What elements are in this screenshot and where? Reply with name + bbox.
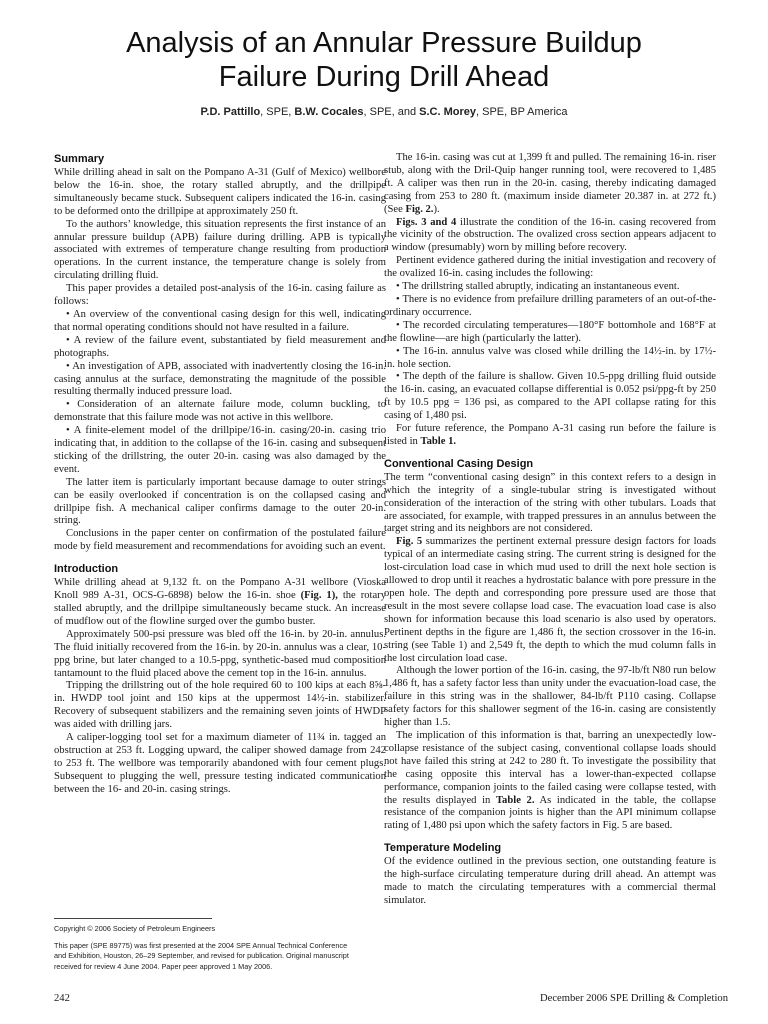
body-paragraph: Of the evidence outlined in the previous section, one outstanding feature is the high-surface circulating temperature during drill ahead. An attempt was made to match the circulating temperatures with a commercial thermal simulator. bbox=[384, 856, 716, 906]
body-paragraph: Although the lower portion of the 16-in. casing, the 97-lb/ft N80 run below 1,486 ft, has a safety factor less than unity under the evacuation-load case, the failure in this string was in the shallower, 84-lb/ft P110 casing. Collapse safety factors for this shallower segment of the 16-in. casing are consistently higher than 1.5. bbox=[384, 665, 716, 729]
summary-bullet: • An investigation of APB, associated with inadvertently closing the 16-in. casing annulus at the surface, demonstrating the magnitude of the possible resulting thermally induced pressure load. bbox=[54, 360, 386, 398]
table-reference: Table 1. bbox=[420, 435, 457, 447]
author-affiliation: , SPE, bbox=[260, 106, 295, 118]
summary-bullet: • A review of the failure event, substantiated by field measurement and photographs. bbox=[54, 334, 386, 359]
summary-bullet: • A finite-element model of the drillpipe/16-in. casing/20-in. casing trio indicating that, in addition to the collapse of the 16-in. casing and subsequent sticking of the drillstring, the outer 20-in. casing was also damaged by the event. bbox=[54, 425, 386, 475]
evidence-bullet: • The recorded circulating temperatures—180°F bottomhole and 168°F at the flowline—are high (particularly the latter). bbox=[384, 319, 716, 344]
footnotes bbox=[54, 924, 354, 979]
body-paragraph bbox=[384, 730, 716, 833]
page-number: 242 bbox=[54, 993, 70, 1004]
text-run: As indicated in the table, the collapse resistance of the companion joints is higher than the API minimum collapse rating of 1,480 psi upon which the safety factors in Fig. 5 are based. bbox=[384, 794, 716, 832]
text-run: ). bbox=[433, 203, 440, 215]
evidence-bullet: • The drillstring stalled abruptly, indicating an instantaneous event. bbox=[396, 281, 680, 293]
title-line-1: Analysis of an Annular Pressure Buildup bbox=[126, 27, 642, 59]
table-reference: Table 2. bbox=[495, 794, 535, 806]
evidence-bullet: • The depth of the failure is shallow. Given 10.5-ppg drilling fluid outside the 16-in. casing, an evacuated collapse differential is 0.052 psi/ppg-ft by 250 ft by 10.5 ppg = 136 psi, as compared to the API collapse rating for this casing of 1,480 psi. bbox=[384, 371, 716, 422]
text-run: While drilling ahead at 9,132 ft. on the Pompano A-31 wellbore (Vioska Knoll 989 A-31, OCS-G-6898) below the 16-in. shoe bbox=[54, 577, 386, 602]
body-paragraph bbox=[384, 423, 716, 449]
body-paragraph bbox=[384, 536, 716, 665]
summary-paragraph: Conclusions in the paper center on confirmation of the postulated failure mode by field measurement and recommendations for avoiding such an event. bbox=[54, 528, 386, 553]
text-run: For future reference, the Pompano A-31 casing run before the failure is listed in bbox=[384, 423, 716, 447]
text-run: The implication of this information is that, barring an unexpectedly low-collapse resistance of the subject casing, conventional collapse loads should not have failed this string at 242 to 280 ft. To investigate the possibility that the casing opposite this interval has a lower-than-expected collapse performance, companion joints to the failed casing were collapse tested, with the results displayed in bbox=[384, 729, 716, 806]
text-run: illustrate the condition of the 16-in. casing recovered from the vicinity of the obstruction. The ovalized cross section appears adjacent to a window (presumably) worn by milling before recovery. bbox=[384, 216, 716, 254]
summary-paragraph: While drilling ahead in salt on the Pompano A-31 (Gulf of Mexico) wellbore below the 16-in. shoe, the rotary stalled abruptly, and the drillpipe simultaneously became stuck. Subsequent calipers indicated the 16-in. casing to be deformed onto the drillpipe at approximately 250 ft. bbox=[54, 167, 386, 217]
left-column bbox=[54, 152, 386, 797]
body-paragraph: Pertinent evidence gathered during the initial investigation and recovery of the ovalized 16-in. casing includes the following: bbox=[384, 255, 716, 280]
author-name: P.D. Pattillo bbox=[200, 106, 261, 118]
figure-reference: Fig. 2. bbox=[405, 203, 434, 215]
journal-footer: December 2006 SPE Drilling & Completion bbox=[539, 993, 728, 1004]
body-paragraph: The term “conventional casing design” in this context refers to a design in which the integrity of a single-tubular string is investigated without consideration of the interaction of the string with other tubulars. Loads that are associated, for example, with trapped pressures in an annulus between the target string and its neighbors are not considered. bbox=[384, 471, 716, 535]
conventional-casing-design-heading: Conventional Casing Design bbox=[384, 457, 534, 470]
evidence-bullet: • The 16-in. annulus valve was closed while drilling the 14½-in. by 17½-in. hole section. bbox=[384, 345, 716, 370]
summary-bullet: • Consideration of an alternate failure mode, column buckling, to demonstrate that this failure mode was not active in this wellbore. bbox=[54, 399, 386, 424]
intro-paragraph: Tripping the drillstring out of the hole required 60 to 100 kips at each 8⅝-in. HWDP tool joint and 150 kips at the uppermost 14½-in. stabilizer. Recovery of subsequent stabilizers and the remaining seven joints of HWDP was aided with drilling jars. bbox=[54, 680, 386, 731]
introduction-heading: Introduction bbox=[54, 563, 119, 576]
figure-reference: (Fig. 1), bbox=[300, 590, 338, 602]
intro-paragraph: Approximately 500-psi pressure was bled off the 16-in. by 20-in. annulus. The fluid initially recovered from the 16-in. by 20-in. annulus was a clear, 10-ppg brine, but later changed to a 10.5-ppg, synthetic-based mud composition tantamount to the fluid placed above the cement top in the 16-in. annulus. bbox=[54, 628, 386, 679]
figure-reference: Fig. 5 bbox=[396, 536, 423, 548]
author-name: S.C. Morey bbox=[419, 106, 477, 118]
body-paragraph bbox=[384, 217, 716, 256]
figure-reference: Figs. 3 and 4 bbox=[396, 216, 457, 228]
evidence-bullet: • There is no evidence from prefailure drilling parameters of an out-of-the-ordinary occurrence. bbox=[384, 293, 716, 318]
temperature-modeling-heading: Temperature Modeling bbox=[384, 842, 502, 855]
author-affiliation: , SPE, and bbox=[363, 106, 420, 118]
footnote-divider bbox=[54, 918, 212, 919]
summary-paragraph: This paper provides a detailed post-analysis of the 16-in. casing failure as follows: bbox=[54, 283, 386, 308]
paper-title bbox=[40, 26, 728, 94]
copyright-notice: Copyright © 2006 Society of Petroleum Engineers bbox=[54, 924, 216, 933]
body-paragraph bbox=[384, 152, 716, 217]
summary-paragraph: The latter item is particularly important because damage to outer strings can be easily overlooked if concentration is on the collapsed casing and drillpipe fish. A mechanical caliper confirms damage to the outer 20-in. string. bbox=[54, 476, 386, 527]
intro-paragraph: A caliper-logging tool set for a maximum diameter of 11¾ in. tagged an obstruction at 253 ft. Logging upward, the caliper showed damage from 242 to 253 ft. The wellbore was temporarily abandoned with four cement plugs. Subsequent to plugging the well, pressure testing indicated communication between the 16- and 20-in. casing strings. bbox=[54, 732, 386, 795]
author-name: B.W. Cocales bbox=[294, 106, 364, 118]
author-line bbox=[40, 106, 728, 118]
summary-heading: Summary bbox=[54, 153, 105, 165]
right-column bbox=[384, 152, 716, 908]
summary-bullet: • An overview of the conventional casing design for this well, indicating that normal operating conditions should not have resulted in a failure. bbox=[54, 308, 386, 333]
publication-note: This paper (SPE 89775) was first presented at the 2004 SPE Annual Technical Conference and Exhibition, Houston, 26–29 September, and revised for publication. Original manuscript received for review 4 June 2004. Paper peer approved 1 May 2006. bbox=[54, 941, 349, 971]
text-run: the rotary stalled abruptly, and the drillpipe simultaneously became stuck. An increase of mudflow out of the flowline surged over the gumbo buster. bbox=[54, 590, 386, 627]
title-line-2: Failure During Drill Ahead bbox=[218, 61, 550, 93]
text-run: summarizes the pertinent external pressure design factors for loads typical of an intermediate casing string. The current string is designed for the lost-circulation load case in which mud used to drill the next hole section is allowed to drop until it reaches a hydrostatic balance with pore pressure in the open hole. The depth and corresponding pore pressure used are those that result in the most severe collapse load case. The evacuation load case is also shown for information because this load scenario is also used by operators. Pertinent depths in the figure are 1,486 ft, the section crossover in the 16-in. string (see Table 1) and 2,549 ft, the depth to which the mud column falls in the lost circulation load case. bbox=[384, 536, 716, 664]
author-affiliation: , SPE, BP America bbox=[476, 106, 568, 118]
intro-paragraph bbox=[54, 577, 386, 629]
text-run: The 16-in. casing was cut at 1,399 ft and pulled. The remaining 16-in. riser stub, along with the Dril-Quip hanger running tool, were recovered to 1,485 ft. A caliper was then run in the 20-in. casing, thereby indicating damaged casing from 253 to 280 ft. (maximum inside diameter 20.387 in. at 272 ft.) (See bbox=[384, 152, 716, 215]
summary-paragraph: To the authors’ knowledge, this situation represents the first instance of an annular pressure buildup (APB) failure during drilling. APB is typically associated with extremes of temperature change resulting from production operations. In the current instance, the temperature change is solely from circulating drilling fluid. bbox=[54, 218, 386, 282]
